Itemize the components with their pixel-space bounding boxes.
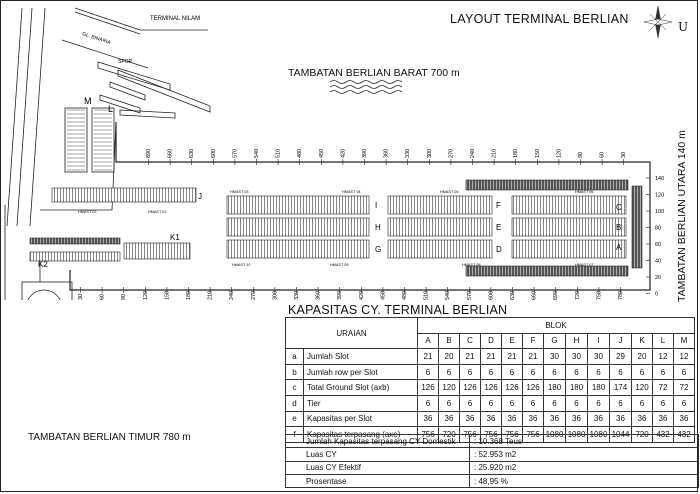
ruler-tick-label: 390 <box>362 148 368 158</box>
label-binaria: GL. BINARIA <box>81 31 112 47</box>
ruler-tick-label: 90 <box>121 293 128 300</box>
cell-value: 6 <box>653 395 674 411</box>
cell-value: 6 <box>481 395 502 411</box>
ruler-tick-label: 660 <box>531 290 538 300</box>
col-header-D: D <box>481 333 502 349</box>
row-code: d <box>286 395 304 411</box>
block-K1 <box>124 243 190 259</box>
ruler-tick-label: 100 <box>655 209 665 215</box>
ruler-tick-label: 30 <box>78 293 84 300</box>
cell-value: 36 <box>653 411 674 427</box>
row-label: Kapasitas per Slot <box>304 411 418 427</box>
tambatan-utara-label: TAMBATAN BERLIAN UTARA 140 m <box>676 130 688 302</box>
cell-value: 6 <box>610 364 632 380</box>
cell-value: 6 <box>502 395 523 411</box>
cell-value: 12 <box>674 349 695 365</box>
cell-value: 21 <box>481 349 502 365</box>
cell-value: 36 <box>481 411 502 427</box>
ruler-tick-label: 480 <box>402 290 408 300</box>
cell-value: 1080 <box>544 427 566 443</box>
summary-value: : 48,95 % <box>470 474 699 487</box>
ruler-tick-label: 210 <box>491 148 498 158</box>
cell-value: 6 <box>632 364 653 380</box>
ruler-tick-label: 270 <box>448 148 455 158</box>
layout-title: LAYOUT TERMINAL BERLIAN <box>450 12 629 26</box>
hmast-09: HMAST 09 <box>330 263 349 267</box>
cell-value: 1044 <box>610 427 632 443</box>
block-label-K2: K2 <box>38 260 48 269</box>
cell-value: 756 <box>481 427 502 443</box>
summary-label: Luas CY Efektif <box>286 461 470 474</box>
cell-value: 12 <box>653 349 674 365</box>
ruler-tick-label: 120 <box>556 148 563 158</box>
row-code: f <box>286 427 304 443</box>
summary-value: : 25.920 m2 <box>470 461 699 474</box>
block-M-outline <box>65 108 87 172</box>
cell-value: 432 <box>674 427 695 443</box>
block-F <box>388 196 492 214</box>
row-label: Jumlah Slot <box>304 349 418 365</box>
ruler-tick-label: 570 <box>232 148 239 158</box>
cell-value: 126 <box>481 380 502 396</box>
north-label: U <box>678 20 689 34</box>
cell-value: 30 <box>588 349 610 365</box>
cell-value: 1080 <box>566 427 588 443</box>
reefer-row-top <box>466 180 628 190</box>
block-label-D: D <box>496 245 502 254</box>
summary-label: Jumlah Kapasitas terpasang CY Domestik <box>286 435 470 448</box>
cell-value: 29 <box>610 349 632 365</box>
ruler-tick-label: 360 <box>383 148 390 158</box>
nilam-line-1 <box>75 8 140 30</box>
ruler-tick-label: 780 <box>618 290 624 300</box>
hmast-02: HMAST 02 <box>78 210 97 214</box>
block-H <box>227 218 369 236</box>
road-inner-line <box>30 8 45 226</box>
ruler-tick-label: 60 <box>599 151 606 158</box>
col-header-J: J <box>610 333 632 349</box>
block-label-A: A <box>616 243 622 252</box>
ruler-tick-label: 480 <box>297 148 304 158</box>
cell-value: 720 <box>439 427 460 443</box>
col-header-G: G <box>544 333 566 349</box>
ruler-tick-label: 60 <box>655 242 662 248</box>
row-label: Kapasitas terpasang (axe) <box>304 427 418 443</box>
ruler-tick-label: 40 <box>655 258 662 265</box>
ruler-tick-label: 540 <box>445 290 452 300</box>
ruler-tick-label: 690 <box>553 290 560 300</box>
ruler-tick-label: 240 <box>470 148 476 158</box>
col-header-C: C <box>460 333 481 349</box>
summary-row <box>286 461 699 474</box>
cell-value: 180 <box>566 380 588 396</box>
cell-value: 6 <box>674 395 695 411</box>
block-D <box>388 240 492 258</box>
cell-value: 180 <box>588 380 610 396</box>
ruler-tick-label: 450 <box>318 148 325 158</box>
cell-value: 6 <box>653 364 674 380</box>
summary-row <box>286 448 699 461</box>
block-I <box>227 196 369 214</box>
block-C <box>512 196 626 214</box>
cell-value: 756 <box>460 427 481 443</box>
ruler-tick-label: 120 <box>655 192 665 199</box>
block-label-K1: K1 <box>170 233 180 242</box>
cell-value: 756 <box>523 427 544 443</box>
row-label: Jumlah row per Slot <box>304 364 418 380</box>
cell-value: 6 <box>588 395 610 411</box>
row-code: e <box>286 411 304 427</box>
cell-value: 6 <box>674 364 695 380</box>
wave-barat-3 <box>330 91 402 94</box>
ruler-tick-label: 210 <box>207 290 214 300</box>
cell-value: 6 <box>460 364 481 380</box>
ruler-tick-label: 510 <box>423 290 430 300</box>
cell-value: 21 <box>418 349 439 365</box>
block-label-F: F <box>496 201 501 210</box>
capacity-table <box>285 317 695 443</box>
hmast-07: HMAST 07 <box>575 263 594 267</box>
cell-value: 6 <box>632 395 653 411</box>
block-label-M: M <box>84 96 92 106</box>
ruler-tick-label: 150 <box>164 290 171 300</box>
cell-value: 72 <box>674 380 695 396</box>
col-header-E: E <box>502 333 523 349</box>
ruler-tick-label: 300 <box>426 148 433 158</box>
cell-value: 36 <box>523 411 544 427</box>
cell-value: 756 <box>502 427 523 443</box>
hmast-05: HMAST 05 <box>440 190 459 194</box>
cell-value: 36 <box>610 411 632 427</box>
cell-value: 6 <box>418 395 439 411</box>
ruler-tick-label: 510 <box>275 148 282 158</box>
hmast-01: HMAST 01 <box>148 210 167 214</box>
col-header-I: I <box>588 333 610 349</box>
ruler-tick-label: 720 <box>574 290 581 300</box>
block-label-E: E <box>496 223 502 232</box>
ruler-tick-label: 600 <box>210 148 217 158</box>
cell-value: 6 <box>460 395 481 411</box>
ruler-tick-label: 180 <box>513 148 520 158</box>
road-middle-line <box>17 8 32 226</box>
block-L-outline <box>92 108 114 172</box>
ruler-tick-label: 20 <box>655 275 662 281</box>
block-K1-dark <box>30 238 120 244</box>
cell-value: 36 <box>674 411 695 427</box>
hmast-04: HMAST 04 <box>342 190 361 194</box>
block-label-H: H <box>375 223 381 232</box>
hmast-08: HMAST 08 <box>462 263 481 267</box>
cell-value: 72 <box>653 380 674 396</box>
cell-value: 6 <box>439 364 460 380</box>
ruler-tick-label: 360 <box>315 290 322 300</box>
cell-value: 36 <box>632 411 653 427</box>
cell-value: 126 <box>418 380 439 396</box>
col-header-H: H <box>566 333 588 349</box>
col-header-M: M <box>674 333 695 349</box>
cell-value: 1080 <box>588 427 610 443</box>
cell-value: 21 <box>460 349 481 365</box>
cell-value: 180 <box>544 380 566 396</box>
tambatan-barat-label: TAMBATAN BERLIAN BARAT 700 m <box>288 67 460 79</box>
cell-value: 174 <box>610 380 632 396</box>
ruler-tick-label: 450 <box>380 290 387 300</box>
ruler-tick-label: 150 <box>534 148 541 158</box>
ruler-tick-label: 750 <box>596 290 603 300</box>
summary-row <box>286 474 699 487</box>
cell-value: 30 <box>544 349 566 365</box>
reefer-column-right <box>632 186 642 268</box>
cell-value: 6 <box>610 395 632 411</box>
col-header-B: B <box>439 333 460 349</box>
summary-value: : 52.953 m2 <box>470 448 699 461</box>
wave-barat-1 <box>330 81 402 84</box>
ruler-tick-label: 80 <box>655 225 662 232</box>
cell-value: 720 <box>632 427 653 443</box>
road-outer-line <box>7 8 22 226</box>
ruler-tick-label: 0 <box>655 291 659 298</box>
block-A <box>512 240 626 258</box>
summary-label: Prosentase <box>286 474 470 487</box>
pier-5 <box>120 110 175 118</box>
ruler-tick-label: 420 <box>358 290 365 300</box>
table-row <box>286 380 695 396</box>
row-code: a <box>286 349 304 365</box>
summary-value: : 10.368 Teus <box>470 435 699 448</box>
ruler-tick-label: 180 <box>186 290 192 300</box>
block-M-rows <box>67 110 85 170</box>
capacity-title: KAPASITAS CY. TERMINAL BERLIAN <box>288 303 508 317</box>
label-spop: SPOP <box>118 59 132 65</box>
ruler-tick-label: 120 <box>142 290 149 300</box>
hmast-06: HMAST 06 <box>575 190 594 194</box>
summary-label: Luas CY <box>286 448 470 461</box>
block-label-B: B <box>616 223 622 232</box>
uraian-header: URAIAN <box>286 318 418 349</box>
cell-value: 30 <box>566 349 588 365</box>
ruler-tick-label: 140 <box>655 176 665 182</box>
block-J <box>52 188 196 202</box>
cell-value: 6 <box>588 364 610 380</box>
table-row <box>286 411 695 427</box>
cell-value: 6 <box>523 364 544 380</box>
table-row <box>286 349 695 365</box>
cell-value: 120 <box>632 380 653 396</box>
cell-value: 6 <box>481 364 502 380</box>
summary-table <box>285 434 699 488</box>
col-header-L: L <box>653 333 674 349</box>
block-L-rows <box>94 110 112 170</box>
wave-barat-2 <box>330 86 402 89</box>
cell-value: 36 <box>566 411 588 427</box>
cell-value: 36 <box>544 411 566 427</box>
cell-value: 6 <box>502 364 523 380</box>
ruler-tick-label: 660 <box>167 148 174 158</box>
ruler-tick-label: 420 <box>340 148 347 158</box>
bottom-distance-ruler <box>78 287 624 300</box>
ruler-tick-label: 30 <box>621 151 628 158</box>
ruler-tick-label: 630 <box>510 290 516 300</box>
block-G <box>227 240 369 258</box>
cell-value: 6 <box>566 364 588 380</box>
ruler-tick-label: 390 <box>337 290 344 300</box>
cell-value: 20 <box>632 349 653 365</box>
ruler-tick-label: 60 <box>99 293 106 300</box>
hmast-03: HMAST 03 <box>230 190 249 194</box>
right-distance-ruler <box>646 176 664 298</box>
col-header-K: K <box>632 333 653 349</box>
col-header-F: F <box>523 333 544 349</box>
cell-value: 126 <box>460 380 481 396</box>
block-label-G: G <box>375 245 382 254</box>
reefer-row-bottom <box>466 266 628 276</box>
ruler-tick-label: 540 <box>254 148 260 158</box>
cell-value: 6 <box>439 395 460 411</box>
cell-value: 6 <box>566 395 588 411</box>
cell-value: 21 <box>523 349 544 365</box>
cell-value: 6 <box>523 395 544 411</box>
ruler-tick-label: 570 <box>466 290 473 300</box>
table-row <box>286 364 695 380</box>
ruler-tick-label: 330 <box>294 290 300 300</box>
cell-value: 36 <box>502 411 523 427</box>
cell-value: 432 <box>653 427 674 443</box>
row-label: Tier <box>304 395 418 411</box>
cell-value: 36 <box>418 411 439 427</box>
row-code: b <box>286 364 304 380</box>
block-label-L: L <box>108 104 114 114</box>
block-label-I: I <box>375 201 378 210</box>
ruler-tick-label: 270 <box>250 290 257 300</box>
cell-value: 21 <box>502 349 523 365</box>
cell-value: 6 <box>544 364 566 380</box>
cell-value: 126 <box>523 380 544 396</box>
ruler-tick-label: 330 <box>405 148 412 158</box>
ruler-tick-label: 600 <box>488 290 495 300</box>
ruler-tick-label: 630 <box>189 148 196 158</box>
tambatan-timur-label: TAMBATAN BERLIAN TIMUR 780 m <box>28 432 191 443</box>
cell-value: 6 <box>544 395 566 411</box>
ruler-tick-label: 240 <box>229 290 236 300</box>
hmast-10: HMAST 10 <box>232 263 251 267</box>
summary-row <box>286 435 699 448</box>
block-E <box>388 218 492 236</box>
block-label-C: C <box>616 203 622 212</box>
row-code: c <box>286 380 304 396</box>
cell-value: 6 <box>418 364 439 380</box>
ruler-tick-label: 300 <box>272 290 279 300</box>
ruler-tick-label: 90 <box>578 151 584 158</box>
roundabout-circle <box>26 290 62 300</box>
ruler-tick-label: 690 <box>146 148 152 158</box>
table-row <box>286 395 695 411</box>
col-header-A: A <box>418 333 439 349</box>
cell-value: 126 <box>502 380 523 396</box>
cell-value: 120 <box>439 380 460 396</box>
cell-value: 36 <box>439 411 460 427</box>
cell-value: 756 <box>418 427 439 443</box>
label-terminal-nilam: TERMINAL NILAM <box>150 16 201 22</box>
block-label-J: J <box>198 192 202 201</box>
cell-value: 36 <box>588 411 610 427</box>
blok-header: BLOK <box>418 318 695 334</box>
north-arrow-icon <box>644 6 672 38</box>
row-label: Total Ground Slot (axb) <box>304 380 418 396</box>
cell-value: 36 <box>460 411 481 427</box>
cell-value: 20 <box>439 349 460 365</box>
block-B <box>512 218 626 236</box>
